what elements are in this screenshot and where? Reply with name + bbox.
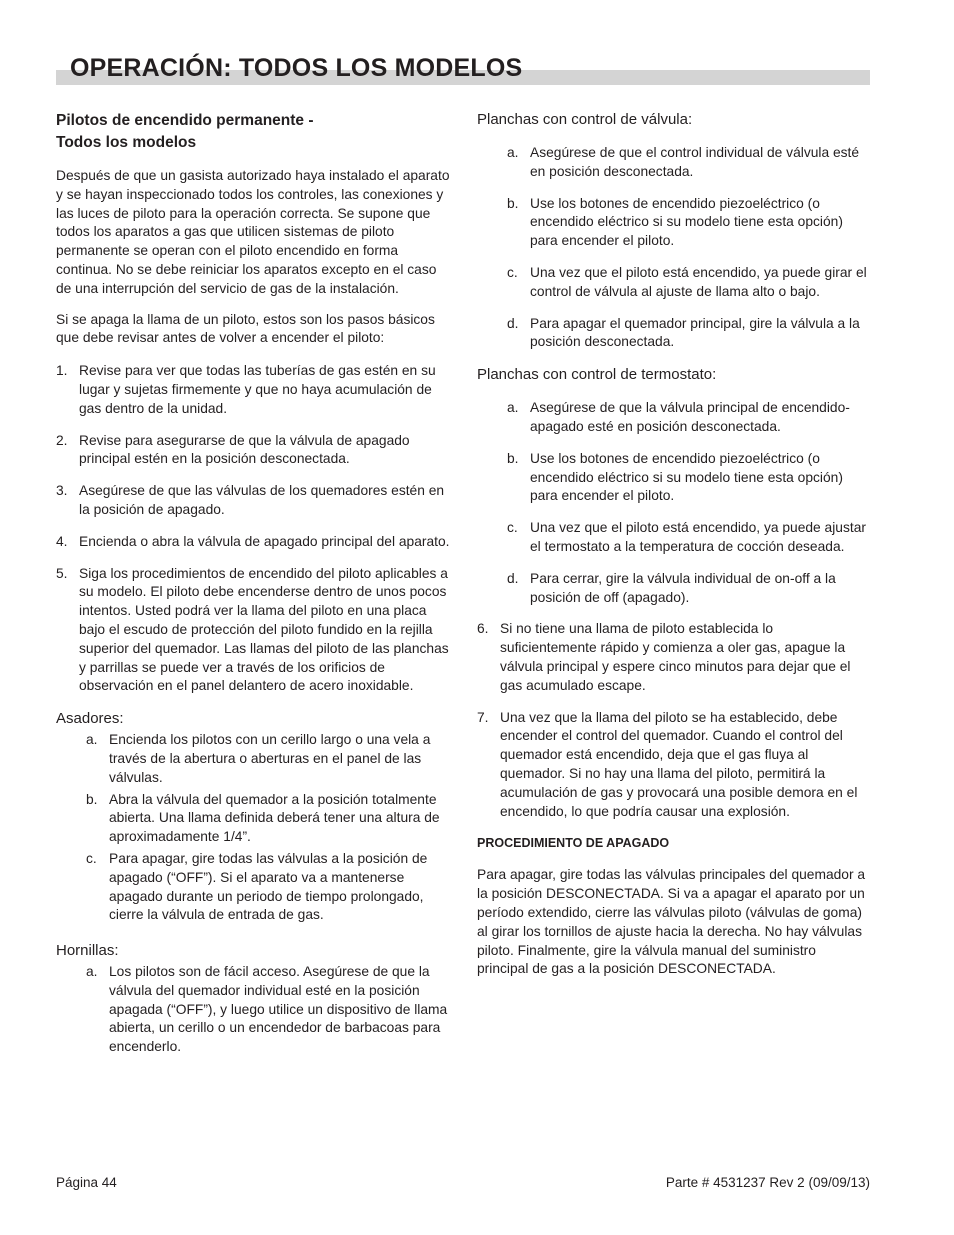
step-text: Una vez que la llama del piloto se ha establecido, debe encender el control del quemador. Cuando el control del quemador está encendido, deja que el gas fluya al quemador. Si no hay una llama del piloto, permitirá la acumulación de gas y provocará una posible demora en el encendido, lo que podría causar una explosión. — [500, 709, 858, 819]
apagado-paragraph: Para apagar, gire todas las válvulas principales del quemador a la posición DESCONECTADA. Si va a apagar el aparato por un período extendido, cierre las válvulas piloto (válvulas de goma) al girar los tornillos de ajuste hacia la derecha. No hay válvulas piloto. Finalmente, gire la válvula manual del suministro principal de gas a la posición DESCONECTADA. — [477, 867, 866, 977]
item-text: Los pilotos son de fácil acceso. Asegúrese de que la válvula del quemador individual esté en la posición apagada (“OFF”), y luego utilice un dispositivo de llama abierta, un cerillo o un encendedor de barbacoas para encenderlo. — [109, 964, 448, 1055]
step-number: 4. — [56, 533, 68, 549]
list-item — [477, 620, 871, 695]
list-item — [86, 963, 452, 1057]
list-item — [86, 731, 452, 787]
list-item — [507, 144, 871, 182]
item-letter: c. — [507, 264, 518, 280]
list-item — [86, 850, 452, 925]
list-item — [507, 264, 871, 302]
valvula-list — [477, 144, 871, 352]
item-text: Encienda los pilotos con un cerillo largo o una vela a través de la abertura o aberturas en el panel de las válvulas. — [109, 732, 431, 785]
item-letter: a. — [507, 145, 519, 160]
list-item — [86, 791, 452, 847]
item-text: Para apagar el quemador principal, gire la válvula a la posición desconectada. — [530, 315, 860, 350]
item-letter: b. — [86, 791, 98, 807]
item-text: Para apagar, gire todas las válvulas a la posición de apagado (“OFF”). Si el aparato va a mantenerse apagado durante un periodo de tiempo prolongado, cierre la válvula de entrada de gas. — [109, 850, 428, 923]
right-column — [477, 110, 871, 991]
step-text: Revise para ver que todas las tuberías de gas estén en su lugar y sujetas firmemente y que no haya acumulación de gas dentro de la unidad. — [79, 363, 436, 416]
step-text: Siga los procedimientos de encendido del piloto aplicables a su modelo. El piloto debe encenderse dentro de unos pocos intentos. Usted podrá ver la llama del piloto en una placa bajo el escudo de protección del piloto fundido en la rejilla superior del quemador. Las llamas del piloto de las planchas y parrillas se puede ver a través de los orificios de observación en el panel delantero de acero inoxidable. — [79, 565, 449, 694]
item-letter: d. — [507, 570, 519, 586]
left-column — [56, 110, 452, 1060]
list-item — [56, 565, 452, 697]
list-item — [507, 399, 871, 437]
part-number: Parte # 4531237 Rev 2 (09/09/13) — [665, 1175, 870, 1190]
item-text: Una vez que el piloto está encendido, ya puede girar el control de válvula al ajuste de llama alto o bajo. — [530, 264, 867, 299]
item-text: Para cerrar, gire la válvula individual de on-off a la posición de off (apagado). — [530, 570, 836, 605]
page-number: Página 44 — [56, 1175, 117, 1190]
item-text: Una vez que el piloto está encendido, ya puede ajustar el termostato a la temperatura de cocción deseada. — [530, 520, 866, 554]
intro-paragraph: Después de que un gasista autorizado haya instalado el aparato y se hayan inspeccionado todos los controles, las conexiones y las luces de piloto para la operación correcta. Se supone que todos los aparatos a gas que utilicen sistemas de piloto permanente se operan con el piloto encendido en forma continua. No se debe reiniciar los aparatos excepto en el caso de una interrupción del servicio de gas de la instalación. — [56, 168, 450, 296]
step-number: 7. — [477, 709, 489, 725]
step-text: Asegúrese de que las válvulas de los quemadores estén en la posición de apagado. — [79, 483, 445, 517]
item-letter: c. — [86, 850, 97, 866]
item-letter: b. — [507, 450, 519, 466]
section-heading-pilotos — [56, 110, 452, 154]
hornillas-list — [56, 963, 452, 1057]
item-text: Asegúrese de que el control individual de válvula esté en posición desconectada. — [530, 145, 860, 179]
step-number: 3. — [56, 483, 68, 499]
intro-paragraph-2: Si se apaga la llama de un piloto, estos son los pasos básicos que debe revisar antes de volver a encender el piloto: — [56, 311, 435, 346]
step-number: 5. — [56, 565, 68, 581]
list-item — [477, 709, 871, 822]
list-item — [507, 519, 871, 557]
item-letter: b. — [507, 195, 519, 211]
item-letter: a. — [86, 964, 98, 980]
section-heading-valvula: Planchas con control de válvula: — [477, 111, 693, 128]
item-text: Use los botones de encendido piezoeléctrico (o encendido eléctrico si su modelo tiene esta opción) para encender el piloto. — [530, 450, 843, 504]
list-item — [507, 450, 871, 506]
section-heading-hornillas: Hornillas: — [56, 942, 119, 960]
list-item — [507, 315, 871, 353]
item-text: Use los botones de encendido piezoeléctrico (o encendido eléctrico si su modelo tiene esta opción) para encender el piloto. — [530, 195, 843, 249]
step-number: 6. — [477, 621, 489, 637]
list-item — [56, 362, 452, 418]
list-item — [56, 533, 452, 552]
page-title: OPERACIÓN: TODOS LOS MODELOS — [70, 54, 523, 82]
step-number: 1. — [56, 363, 68, 379]
list-item — [56, 432, 452, 470]
list-item — [56, 482, 452, 520]
item-letter: c. — [507, 520, 518, 536]
section-heading-termostato: Planchas con control de termostato: — [477, 366, 717, 384]
asadores-list — [56, 731, 452, 925]
item-letter: a. — [86, 732, 98, 748]
heading-line-1: Pilotos de encendido permanente - — [56, 112, 314, 129]
item-letter: a. — [507, 400, 519, 416]
steps-list-continued — [477, 620, 871, 821]
steps-list — [56, 362, 452, 696]
termostato-list — [477, 399, 871, 607]
item-text: Abra la válvula del quemador a la posición totalmente abierta. Una llama definida deberá tener una altura de aproximadamente 1/4”. — [109, 791, 440, 845]
section-heading-apagado: PROCEDIMIENTO DE APAGADO — [477, 836, 670, 851]
heading-line-2: Todos los modelos — [56, 134, 197, 151]
step-text: Si no tiene una llama de piloto establecida lo suficientemente rápido y comienza a oler gas, apague la válvula principal y espere cinco minutos para dejar que el gas acumulado escape. — [500, 621, 851, 693]
step-text: Encienda o abra la válvula de apagado principal del aparato. — [79, 533, 450, 549]
item-text: Asegúrese de que la válvula principal de encendido-apagado esté en posición desconectada. — [530, 400, 850, 434]
list-item — [507, 570, 871, 608]
list-item — [507, 195, 871, 251]
section-heading-asadores: Asadores: — [56, 710, 124, 728]
item-letter: d. — [507, 315, 519, 331]
step-text: Revise para asegurarse de que la válvula de apagado principal estén en la posición desconectada. — [79, 432, 410, 467]
step-number: 2. — [56, 432, 68, 448]
